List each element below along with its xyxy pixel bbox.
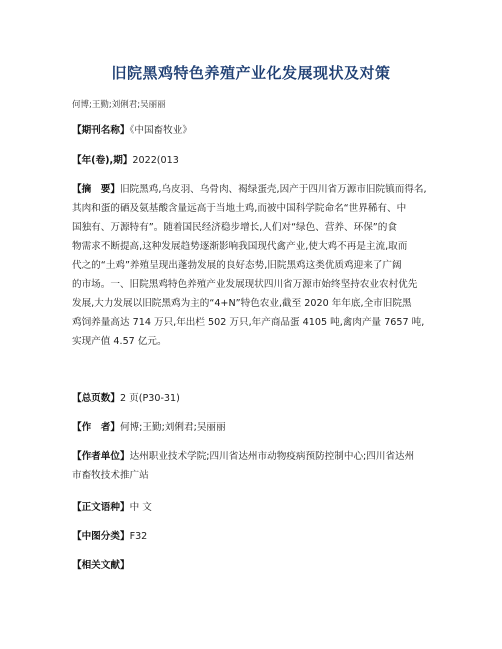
- journal-label: 【期刊名称】: [72, 125, 130, 136]
- journal-field: [72, 121, 442, 140]
- affiliation-label: 【作者单位】: [72, 451, 130, 462]
- abstract-line: 【摘 要】旧院黑鸡,乌皮羽、乌骨肉、褐绿蛋壳,因产于四川省万源市旧院镇而得名,: [72, 184, 427, 195]
- year-label: 【年(卷),期】: [72, 155, 133, 166]
- classification-label: 【中图分类】: [72, 531, 130, 542]
- author-line: 何博;王勤;刘俐君;吴丽丽: [72, 100, 166, 110]
- pages-label: 【总页数】: [72, 393, 120, 404]
- journal-value: 《中国畜牧业》: [129, 125, 192, 136]
- author-value: 何博;王勤;刘俐君;吴丽丽: [119, 422, 226, 433]
- language-label: 【正文语种】: [72, 502, 130, 513]
- language-field: [72, 498, 442, 517]
- pages-field: [72, 389, 442, 408]
- pages-value: 2 页(P30-31): [119, 393, 180, 404]
- year-value: 2022(013: [132, 155, 179, 166]
- affiliation-line: 市畜牧技术推广站: [72, 470, 149, 481]
- page-title: 旧院黑鸡特色养殖产业化发展现状及对策: [111, 64, 391, 82]
- abstract-line: 物需求不断提高,这种发展趋势逐渐影响我国现代禽产业,使大鸡不再是主流,取而: [72, 241, 408, 252]
- abstract-line: 国独有、万源特有”。随着国民经济稳步增长,人们对“绿色、营养、环保”的食: [72, 222, 397, 233]
- abstract-label: 【摘 要】: [72, 184, 120, 195]
- classification-value: F32: [129, 531, 148, 542]
- abstract-line: 鸡饲养量高达 714 万只,年出栏 502 万只,年产商品蛋 4105 吨,禽肉产量 7657 吨,: [72, 317, 425, 328]
- abstract-line: 的市场。一、旧院黑鸡特色养殖产业发展现状四川省万源市始终坚持农业农村优先: [72, 279, 418, 290]
- author-label: 【作 者】: [72, 422, 120, 433]
- abstract-line: 其肉和蛋的硒及氨基酸含量远高于当地土鸡,而被中国科学院命名“世界稀有、中: [72, 203, 407, 214]
- affiliation-field: [72, 447, 442, 485]
- year-field: [72, 151, 442, 170]
- abstract-line: 发展,大力发展以旧院黑鸡为主的“4+N”特色农业,截至 2020 年年底,全市旧院黑: [72, 298, 412, 309]
- related-label: 【相关文献】: [72, 560, 130, 571]
- language-value: 中 文: [129, 502, 152, 513]
- related-field: [72, 556, 442, 575]
- author-field: [72, 418, 442, 437]
- affiliation-line: 【作者单位】达州职业技术学院;四川省达州市动物疫病预防控制中心;四川省达州: [72, 451, 415, 462]
- abstract-field: [72, 180, 442, 351]
- classification-field: [72, 527, 442, 546]
- abstract-line: 代之的“土鸡”养殖呈现出蓬勃发展的良好态势,旧院黑鸡这类优质鸡迎来了广阔: [72, 260, 402, 271]
- abstract-line: 实现产值 4.57 亿元。: [72, 336, 167, 347]
